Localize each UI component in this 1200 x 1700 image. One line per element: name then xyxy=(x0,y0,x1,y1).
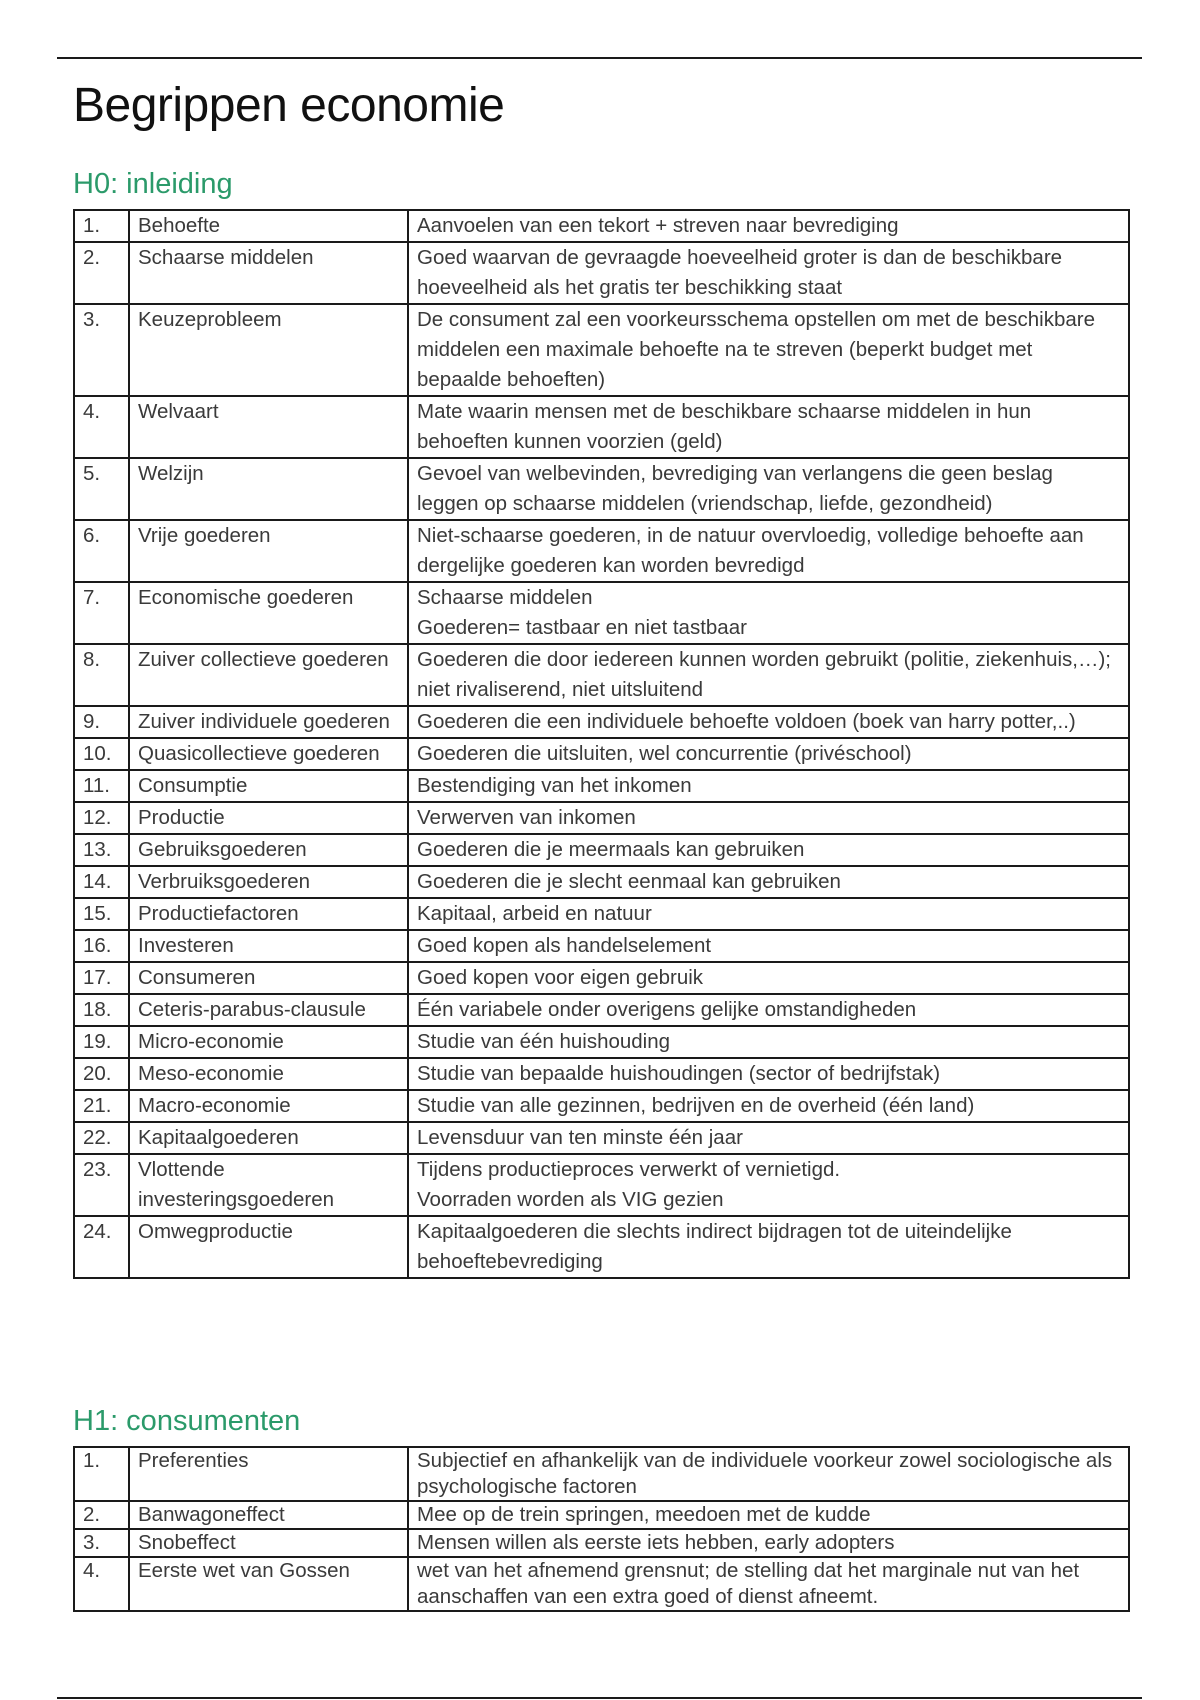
definition-line: Aanvoelen van een tekort + streven naar bevrediging xyxy=(417,214,899,237)
table-row xyxy=(74,210,1129,242)
row-number: 24. xyxy=(74,1216,129,1278)
definition-cell xyxy=(408,962,1129,994)
definition-cell xyxy=(408,738,1129,770)
page-title: Begrippen economie xyxy=(73,79,505,132)
row-number: 21. xyxy=(74,1090,129,1122)
row-number: 5. xyxy=(74,458,129,520)
definition-line: Studie van één huishouding xyxy=(417,1030,671,1053)
definition-cell xyxy=(408,1154,1129,1216)
table-row xyxy=(74,770,1129,802)
definition-cell xyxy=(408,644,1129,706)
term-cell: Gebruiksgoederen xyxy=(129,834,408,866)
term-cell: Productie xyxy=(129,802,408,834)
row-number: 2. xyxy=(74,242,129,304)
row-number: 9. xyxy=(74,706,129,738)
table-row xyxy=(74,1557,1129,1611)
definition-line: Schaarse middelen xyxy=(417,586,593,609)
term-cell: Behoefte xyxy=(129,210,408,242)
row-number: 23. xyxy=(74,1154,129,1216)
definition-line: Goederen die uitsluiten, wel concurrentie (privéschool) xyxy=(417,742,912,765)
term-cell: Zuiver collectieve goederen xyxy=(129,644,408,706)
definition-line: Goederen die je meermaals kan gebruiken xyxy=(417,838,805,861)
row-number: 11. xyxy=(74,770,129,802)
table-row xyxy=(74,834,1129,866)
row-number: 3. xyxy=(74,304,129,396)
term-cell: Zuiver individuele goederen xyxy=(129,706,408,738)
term-cell: Welzijn xyxy=(129,458,408,520)
definition-line: Studie van bepaalde huishoudingen (sector of bedrijfstak) xyxy=(417,1062,941,1085)
row-number: 13. xyxy=(74,834,129,866)
row-number: 10. xyxy=(74,738,129,770)
definition-cell xyxy=(408,898,1129,930)
definition-line: Levensduur van ten minste één jaar xyxy=(417,1126,743,1149)
definition-cell xyxy=(408,1058,1129,1090)
term-cell: Macro-economie xyxy=(129,1090,408,1122)
section-title-h0: H0: inleiding xyxy=(73,168,233,200)
definition-line: Mate waarin mensen met de beschikbare schaarse middelen in hun behoeften kunnen voorzien (geld) xyxy=(417,400,1032,453)
definition-line: Kapitaal, arbeid en natuur xyxy=(417,902,652,925)
definition-cell xyxy=(408,770,1129,802)
table-row xyxy=(74,962,1129,994)
table-row xyxy=(74,802,1129,834)
row-number: 1. xyxy=(74,1447,129,1501)
definition-line: Mee op de trein springen, meedoen met de kudde xyxy=(417,1503,871,1526)
term-cell: Productiefactoren xyxy=(129,898,408,930)
row-number: 16. xyxy=(74,930,129,962)
row-number: 4. xyxy=(74,396,129,458)
definition-line: Kapitaalgoederen die slechts indirect bijdragen tot de uiteindelijke behoeftebevrediging xyxy=(417,1220,1012,1273)
table-row xyxy=(74,242,1129,304)
definition-cell xyxy=(408,304,1129,396)
definition-line: Studie van alle gezinnen, bedrijven en de overheid (één land) xyxy=(417,1094,975,1117)
row-number: 22. xyxy=(74,1122,129,1154)
term-cell: Consumptie xyxy=(129,770,408,802)
bottom-rule xyxy=(57,1697,1142,1699)
term-cell: Quasicollectieve goederen xyxy=(129,738,408,770)
term-cell: Welvaart xyxy=(129,396,408,458)
row-number: 8. xyxy=(74,644,129,706)
definition-cell xyxy=(408,1501,1129,1529)
row-number: 19. xyxy=(74,1026,129,1058)
definition-cell xyxy=(408,1122,1129,1154)
table-row xyxy=(74,866,1129,898)
row-number: 3. xyxy=(74,1529,129,1557)
definition-cell xyxy=(408,802,1129,834)
table-row xyxy=(74,458,1129,520)
term-cell: Kapitaalgoederen xyxy=(129,1122,408,1154)
definition-cell xyxy=(408,994,1129,1026)
definition-line: Subjectief en afhankelijk van de individuele voorkeur zowel sociologische als psychologische factoren xyxy=(417,1449,1113,1498)
definition-line: Goed waarvan de gevraagde hoeveelheid groter is dan de beschikbare hoeveelheid als het gratis ter beschikking staat xyxy=(417,246,1063,299)
definition-cell xyxy=(408,930,1129,962)
definition-line: wet van het afnemend grensnut; de stelling dat het marginale nut van het aanschaffen van een extra goed of dienst afneemt. xyxy=(417,1559,1080,1608)
row-number: 4. xyxy=(74,1557,129,1611)
definition-cell xyxy=(408,834,1129,866)
definition-line: Tijdens productieproces verwerkt of vernietigd. xyxy=(417,1158,841,1181)
table-row xyxy=(74,644,1129,706)
definition-line: Gevoel van welbevinden, bevrediging van verlangens die geen beslag leggen op schaarse middelen (vriendschap, liefde, gezondheid) xyxy=(417,462,1053,515)
term-cell: Schaarse middelen xyxy=(129,242,408,304)
definition-line: Goed kopen als handelselement xyxy=(417,934,712,957)
term-cell: Vlottende investeringsgoederen xyxy=(129,1154,408,1216)
term-cell: Consumeren xyxy=(129,962,408,994)
term-cell: Economische goederen xyxy=(129,582,408,644)
definition-cell xyxy=(408,1090,1129,1122)
table-row xyxy=(74,1447,1129,1501)
definition-cell xyxy=(408,210,1129,242)
term-cell: Preferenties xyxy=(129,1447,408,1501)
term-cell: Vrije goederen xyxy=(129,520,408,582)
term-cell: Keuzeprobleem xyxy=(129,304,408,396)
table-row xyxy=(74,304,1129,396)
table-row xyxy=(74,1154,1129,1216)
definition-line: Voorraden worden als VIG gezien xyxy=(417,1188,724,1211)
table-row xyxy=(74,1529,1129,1557)
row-number: 7. xyxy=(74,582,129,644)
definition-cell xyxy=(408,1447,1129,1501)
definition-cell xyxy=(408,242,1129,304)
table-row xyxy=(74,738,1129,770)
definition-line: Goederen die een individuele behoefte voldoen (boek van harry potter,..) xyxy=(417,710,1076,733)
term-cell: Banwagoneffect xyxy=(129,1501,408,1529)
definition-cell xyxy=(408,1557,1129,1611)
definition-line: Niet-schaarse goederen, in de natuur overvloedig, volledige behoefte aan dergelijke goederen kan worden bevredigd xyxy=(417,524,1084,577)
definition-line: Bestendiging van het inkomen xyxy=(417,774,692,797)
definition-cell xyxy=(408,1026,1129,1058)
table-row xyxy=(74,1026,1129,1058)
table-row xyxy=(74,1216,1129,1278)
table-row xyxy=(74,582,1129,644)
row-number: 6. xyxy=(74,520,129,582)
definition-cell xyxy=(408,1529,1129,1557)
term-cell: Omwegproductie xyxy=(129,1216,408,1278)
definition-cell xyxy=(408,458,1129,520)
term-cell: Micro-economie xyxy=(129,1026,408,1058)
definition-line: Goederen= tastbaar en niet tastbaar xyxy=(417,616,747,639)
row-number: 12. xyxy=(74,802,129,834)
definition-cell xyxy=(408,520,1129,582)
definition-line: Goederen die je slecht eenmaal kan gebruiken xyxy=(417,870,841,893)
definition-cell xyxy=(408,582,1129,644)
definition-line: Verwerven van inkomen xyxy=(417,806,636,829)
definition-cell xyxy=(408,706,1129,738)
term-cell: Meso-economie xyxy=(129,1058,408,1090)
row-number: 15. xyxy=(74,898,129,930)
definition-line: Één variabele onder overigens gelijke omstandigheden xyxy=(417,998,917,1021)
terms-table-h0 xyxy=(73,209,1130,1279)
row-number: 18. xyxy=(74,994,129,1026)
term-cell: Investeren xyxy=(129,930,408,962)
definition-cell xyxy=(408,866,1129,898)
terms-table-h1 xyxy=(73,1446,1130,1612)
section-title-h1: H1: consumenten xyxy=(73,1405,301,1437)
definition-line: De consument zal een voorkeursschema opstellen om met de beschikbare middelen een maximale behoefte na te streven (beperkt budget met bepaalde behoeften) xyxy=(417,308,1095,391)
table-row xyxy=(74,396,1129,458)
term-cell: Verbruiksgoederen xyxy=(129,866,408,898)
table-row xyxy=(74,994,1129,1026)
term-cell: Snobeffect xyxy=(129,1529,408,1557)
top-rule xyxy=(57,57,1142,59)
table-row xyxy=(74,520,1129,582)
definition-line: Mensen willen als eerste iets hebben, early adopters xyxy=(417,1531,895,1554)
definition-cell xyxy=(408,1216,1129,1278)
row-number: 20. xyxy=(74,1058,129,1090)
term-cell: Eerste wet van Gossen xyxy=(129,1557,408,1611)
table-row xyxy=(74,1058,1129,1090)
term-cell: Ceteris-parabus-clausule xyxy=(129,994,408,1026)
row-number: 17. xyxy=(74,962,129,994)
table-row xyxy=(74,898,1129,930)
row-number: 1. xyxy=(74,210,129,242)
table-row xyxy=(74,1501,1129,1529)
definition-line: Goed kopen voor eigen gebruik xyxy=(417,966,704,989)
table-row xyxy=(74,706,1129,738)
table-row xyxy=(74,1090,1129,1122)
definition-line: Goederen die door iedereen kunnen worden gebruikt (politie, ziekenhuis,…); niet rivaliserend, niet uitsluitend xyxy=(417,648,1112,701)
table-row xyxy=(74,930,1129,962)
table-row xyxy=(74,1122,1129,1154)
definition-cell xyxy=(408,396,1129,458)
row-number: 14. xyxy=(74,866,129,898)
row-number: 2. xyxy=(74,1501,129,1529)
